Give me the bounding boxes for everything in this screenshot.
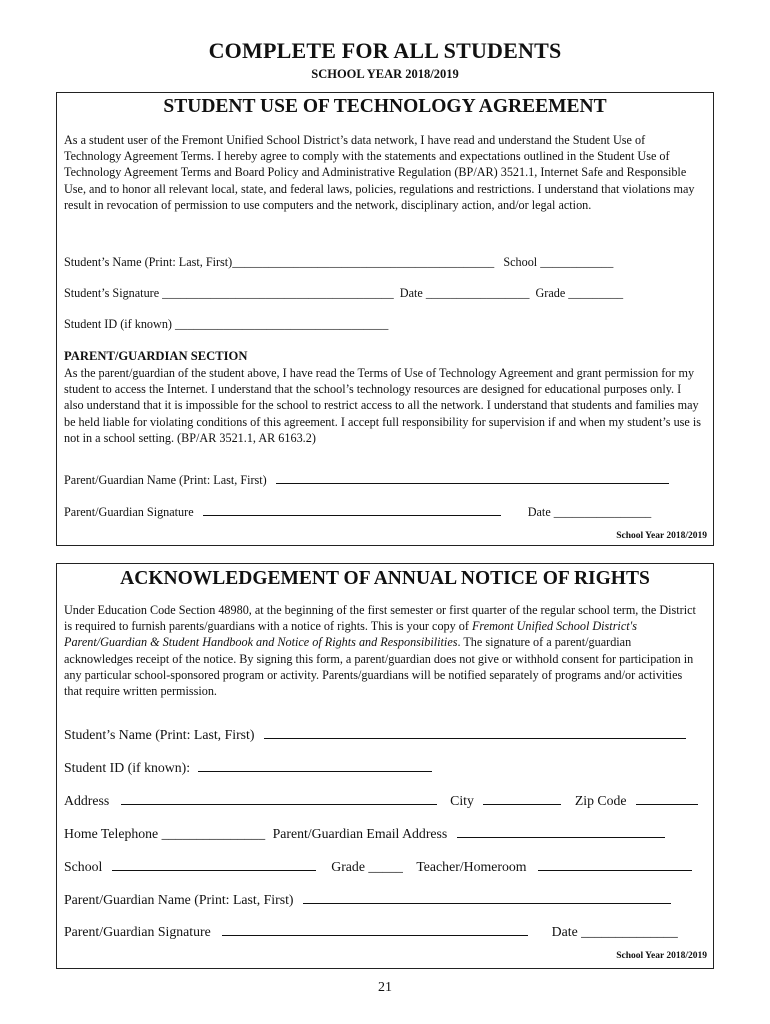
student-id-field[interactable]: Student ID (if known) ___________________________________	[64, 317, 389, 331]
student-name-field[interactable]	[64, 255, 613, 270]
notice-school-line[interactable]	[112, 858, 316, 871]
school-year-subtitle: SCHOOL YEAR 2018/2019	[311, 67, 459, 81]
parent-guardian-paragraph: As the parent/guardian of the student above, I have read the Terms of Use of Technology Agreement and grant permission for my student to access the Internet. I understand that the school’s technology resources are designed for educational purposes only. I also understand that it is impossible for the school to restrict access to all the network. I understand that students and families may be held liable for violating conditions of this agreement. I accept full responsibility for supervision if and when my student’s use is not in a school setting. (BP/AR 3521.1, AR 6163.2)	[64, 366, 701, 445]
section-footer: School Year 2018/2019	[616, 531, 707, 541]
parent-name-row	[64, 471, 669, 488]
annual-notice-section	[56, 563, 714, 969]
school-grade-row	[64, 858, 692, 875]
city-line[interactable]	[483, 792, 561, 805]
paragraph-text: Under Education Code Section 48980, at the beginning of the first semester or first quarter of the regular school term, the District is required to furnish parents/guardians with a notice of rights. This is your copy of	[64, 603, 696, 634]
home-phone-field[interactable]: Home Telephone _______________	[64, 826, 266, 841]
parent-email-line[interactable]	[457, 825, 665, 838]
notice-student-name-label: Student’s Name (Print: Last, First)	[64, 727, 255, 742]
parent-name-label: Parent/Guardian Name (Print: Last, First)	[64, 473, 267, 487]
notice-parent-name-label: Parent/Guardian Name (Print: Last, First)	[64, 892, 294, 907]
parent-name-line[interactable]	[276, 471, 669, 484]
phone-email-row	[64, 825, 665, 842]
parent-email-label: Parent/Guardian Email Address	[272, 826, 448, 841]
student-signature-field[interactable]: Student’s Signature ______________________________________	[64, 286, 394, 300]
notice-school-label: School	[64, 859, 103, 874]
zip-line[interactable]	[636, 792, 698, 805]
parent-date-field[interactable]: Date ________________	[527, 505, 652, 519]
page-number: 21	[378, 980, 392, 995]
notice-student-id-row	[64, 759, 432, 776]
parent-guardian-section-heading: PARENT/GUARDIAN SECTION	[64, 349, 248, 363]
teacher-line[interactable]	[538, 858, 692, 871]
technology-agreement-title: STUDENT USE OF TECHNOLOGY AGREEMENT	[163, 96, 607, 117]
section-footer: School Year 2018/2019	[616, 951, 707, 961]
address-label: Address	[64, 793, 110, 808]
parent-signature-row	[64, 503, 651, 520]
date-field[interactable]: Date _________________	[399, 286, 530, 300]
annual-notice-title: ACKNOWLEDGEMENT OF ANNUAL NOTICE OF RIGHTS	[120, 568, 650, 589]
notice-parent-signature-line[interactable]	[222, 923, 528, 936]
parent-signature-line[interactable]	[203, 503, 501, 516]
teacher-label: Teacher/Homeroom	[416, 859, 527, 874]
city-label: City	[450, 793, 474, 808]
handbook-title: Fremont Unified School District's Parent/Guardian & Student Handbook and Notice of Rights and Responsibilities	[64, 619, 637, 650]
notice-grade-field[interactable]: Grade _____	[331, 859, 403, 874]
school-field[interactable]: School ____________	[503, 255, 614, 269]
notice-student-id-line[interactable]	[198, 759, 432, 772]
notice-student-name-line[interactable]	[264, 726, 686, 739]
notice-parent-signature-row	[64, 923, 678, 940]
notice-parent-name-row	[64, 891, 671, 908]
annual-notice-paragraph	[64, 602, 703, 699]
notice-student-name-row	[64, 726, 686, 743]
notice-parent-signature-label: Parent/Guardian Signature	[64, 924, 211, 939]
notice-student-id-label: Student ID (if known):	[64, 760, 191, 775]
address-row	[64, 792, 698, 809]
address-line[interactable]	[121, 792, 437, 805]
technology-agreement-paragraph: As a student user of the Fremont Unified School District’s data network, I have read and understand the Student Use of Technology Agreement Terms. I hereby agree to comply with the statements and expectations outlined in the Student Use of Technology Agreement Terms and Board Policy and Administrative Regulation (BP/AR) 3521.1, Internet Safe and Responsible Use, and to honor all relevant local, state, and federal laws, policies, regulations and restrictions. I understand that violations may result in revocation of permission to use computers and the network, disciplinary action, and/or legal action.	[64, 133, 695, 212]
notice-date-field[interactable]: Date ______________	[551, 924, 678, 939]
zip-label: Zip Code	[574, 793, 627, 808]
grade-field[interactable]: Grade _________	[535, 286, 624, 300]
student-signature-row	[64, 286, 623, 301]
paragraph-text: . The signature of a parent/guardian acknowledges receipt of the notice. By signing this form, a parent/guardian does not give or withhold consent for participation in any particular school-sponsored program or activity. Parents/guardians will be notified separately of programs and/or activities that require written permission.	[64, 635, 694, 699]
parent-signature-label: Parent/Guardian Signature	[64, 505, 194, 519]
student-name-label: Student’s Name (Print: Last, First)___________________________________________	[64, 255, 495, 269]
page-title: COMPLETE FOR ALL STUDENTS	[208, 38, 562, 63]
notice-parent-name-line[interactable]	[303, 891, 671, 904]
technology-agreement-section	[56, 92, 714, 546]
